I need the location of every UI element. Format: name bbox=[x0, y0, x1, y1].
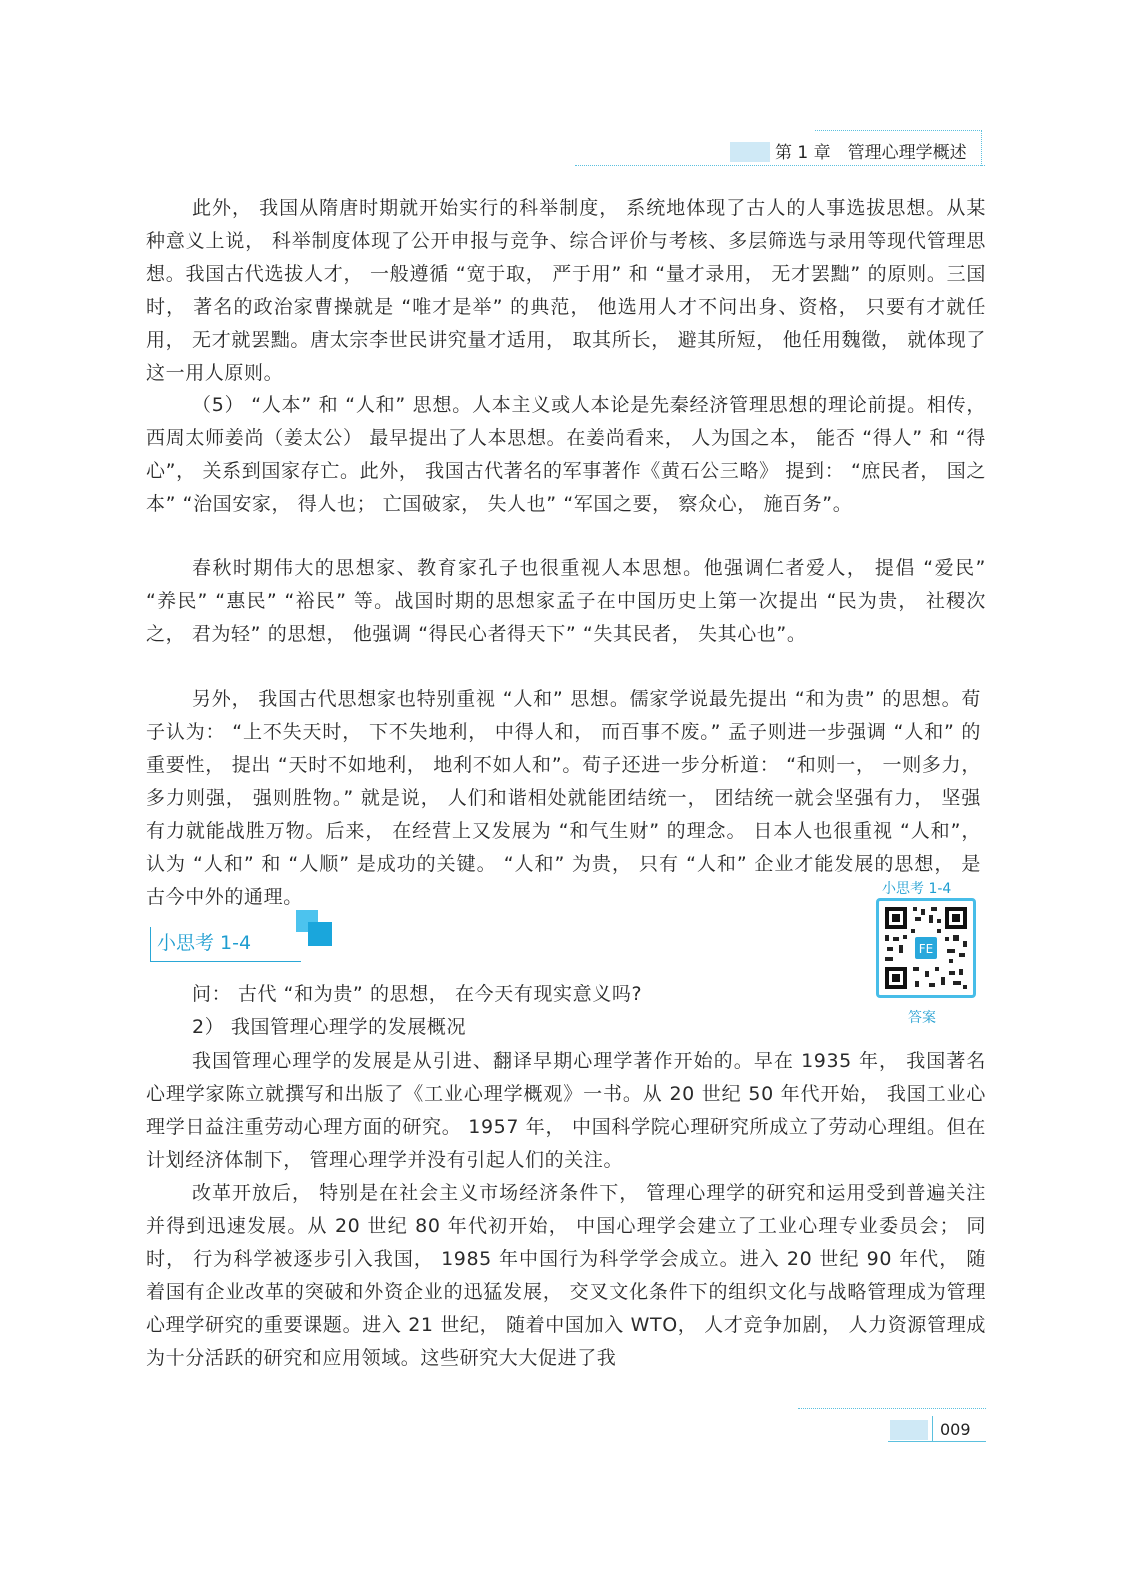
chapter-title: 第 1 章 管理心理学概述 bbox=[775, 143, 967, 163]
paragraph-reform: 改革开放后， 特别是在社会主义市场经济条件下， 管理心理学的研究和运用受到普遍关注并得到迅速发展。从 20 世纪 80 年代初开始， 中国心理学会建立了工业心理专业委员会； 同时， 行为科学被逐步引入我国， 1985 年中国行为科学学会成立。进入 20 世纪 90 年代， 随着国有企业改革的突破和外资企业的迅猛发展， 交叉文化条件下的组织文化与战略管理成为管理心理学研究的重要课题。进入 21 世纪， 随着中国加入 WTO， 人才竞争加剧， 人力资源管理成为十分活跃的研究和应用领域。这些研究大大促进了我 bbox=[146, 1182, 986, 1369]
header-accent-block bbox=[730, 142, 770, 162]
header-vertical-rule bbox=[981, 130, 982, 166]
header-top-rule bbox=[815, 130, 982, 131]
paragraph-imperial-exam: 此外， 我国从隋唐时期就开始实行的科举制度， 系统地体现了古人的人事选拔思想。从某种意义上说， 科举制度体现了公开申报与竞争、综合评价与考核、多层筛选与录用等现代管理思想。我国古代选拔人才， 一般遵循 “宽于取， 严于用” 和 “量才录用， 无才罢黜” 的原则。三国时， 著名的政治家曹操就是 “唯才是举” 的典范， 他选用人才不问出身、资格， 只要有才就任用， 无才就罢黜。唐太宗李世民讲究量才适用， 取其所长， 避其所短， 他任用魏徵， 就体现了这一用人原则。 bbox=[146, 197, 986, 384]
page-footer bbox=[798, 1408, 986, 1442]
paragraph-history: 我国管理心理学的发展是从引进、翻译早期心理学著作开始的。早在 1935 年， 我国著名心理学家陈立就撰写和出版了《工业心理学概观》一书。从 20 世纪 50 年代开始， 我国工业心理学日益注重劳动心理方面的研究。 1957 年， 中国科学院心理研究所成立了劳动心理组。但在计划经济体制下， 管理心理学并没有引起人们的关注。 bbox=[146, 1050, 986, 1171]
think-question: 问： 古代 “和为贵” 的思想， 在今天有现实意义吗? bbox=[192, 983, 643, 1005]
footer-bottom-rule bbox=[888, 1441, 986, 1442]
svg-text:FE: FE bbox=[918, 942, 934, 956]
answer-label[interactable]: 答案 bbox=[908, 1010, 936, 1026]
footer-vertical-rule bbox=[932, 1416, 933, 1442]
think-box-title bbox=[150, 927, 301, 962]
qr-code-graphic bbox=[879, 901, 973, 995]
header-rule bbox=[575, 165, 985, 166]
think-decor-square bbox=[308, 922, 332, 946]
think-box-title-text: 小思考 1-4 bbox=[157, 932, 252, 954]
paragraph-humanism: （5） “人本” 和 “人和” 思想。人本主义或人本论是先秦经济管理思想的理论前提。相传， 西周太师姜尚（姜太公） 最早提出了人本思想。在姜尚看来， 人为国之本， 能否 “得人” 和 “得心”， 关系到国家存亡。此外， 我国古代著名的军事著作《黄石公三略》 提到： “庶民者， 国之本” “治国安家， 得人也； 亡国破家， 失人也” “军国之要， 察众心， 施百务”。 bbox=[146, 394, 986, 515]
page-number: 009 bbox=[940, 1420, 971, 1439]
paragraph-confucius: 春秋时期伟大的思想家、教育家孔子也很重视人本思想。他强调仁者爱人， 提倡 “爱民” “养民” “惠民” “裕民” 等。战国时期的思想家孟子在中国历史上第一次提出 “民为贵， 社稷次之， 君为轻” 的思想， 他强调 “得民心者得天下” “失其民者， 失其心也”。 bbox=[146, 557, 986, 645]
running-header bbox=[575, 130, 985, 166]
footer-top-rule bbox=[798, 1408, 986, 1409]
qr-label: 小思考 1-4 bbox=[882, 881, 952, 897]
paragraph-harmony: 另外， 我国古代思想家也特别重视 “人和” 思想。儒家学说最先提出 “和为贵” 的思想。荀子认为： “上不失天时， 下不失地利， 中得人和， 而百事不废。” 孟子则进一步强调 “人和” 的重要性， 提出 “天时不如地利， 地利不如人和”。荀子还进一步分析道： “和则一， 一则多力， 多力则强， 强则胜物。” 就是说， 人们和谐相处就能团结统一， 团结统一就会坚强有力， 坚强有力就能战胜万物。后来， 在经营上又发展为 “和气生财” 的理念。 日本人也很重视 “人和”， 认为 “人和” 和 “人顺” 是成功的关键。 “人和” 为贵， 只有 “人和” 企业才能发展的思想， 是古今中外的通理。 bbox=[146, 688, 981, 908]
section-subheading: 2） 我国管理心理学的发展概况 bbox=[192, 1016, 467, 1038]
footer-accent-block bbox=[890, 1420, 928, 1440]
